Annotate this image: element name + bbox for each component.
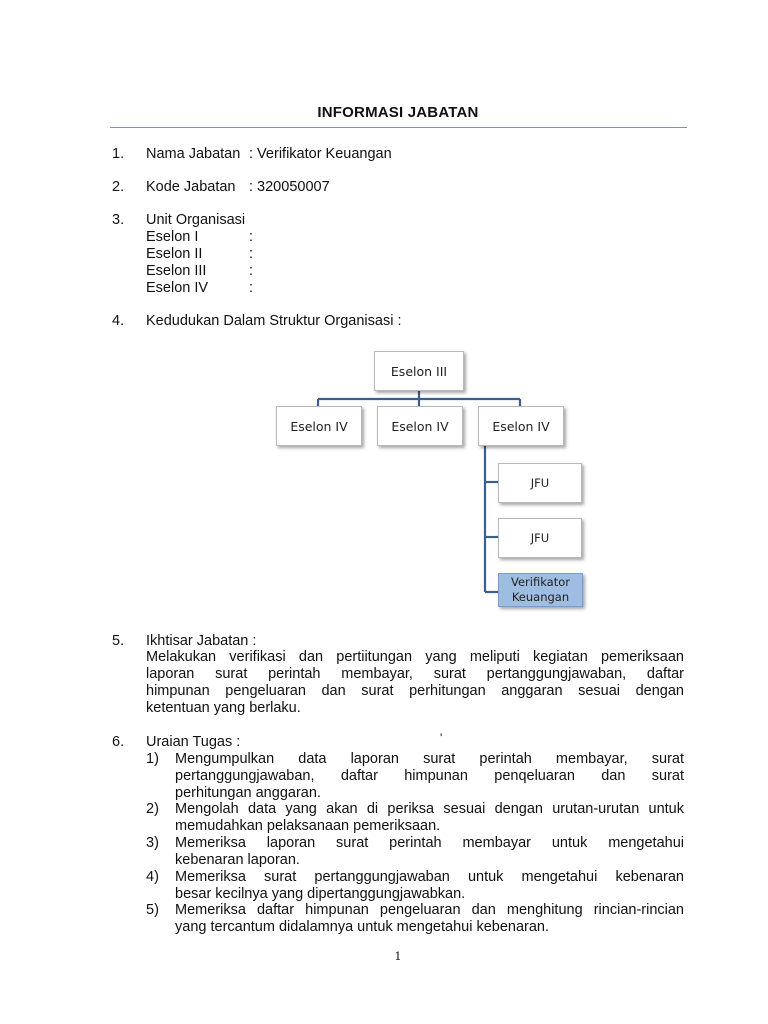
ikhtisar-line-4: ketentuan yang berlaku. (146, 700, 301, 716)
task-3-number: 3) (146, 835, 159, 851)
task-5-line-1: Memeriksa daftar himpunan pengeluaran dan menghitung rincian-rincian (175, 902, 684, 918)
item-5-label: Ikhtisar Jabatan : (146, 633, 257, 649)
task-5-line-2: yang tercantum didalamnya untuk mengetahui kebenaran. (175, 919, 550, 935)
task-1-number: 1) (146, 751, 159, 767)
task-4-line-1: Memeriksa surat pertanggungjawaban untuk mengetahui kebenaran (175, 869, 684, 885)
ikhtisar-line-2: laporan surat perintah membayar, surat pertanggungjawaban, daftar (146, 666, 684, 682)
eselon-4-colon: : (249, 280, 254, 296)
eselon-4-label: Eselon IV (146, 280, 209, 296)
task-2-line-1: Mengolah data yang akan di periksa sesuai dengan urutan-urutan untuk (175, 801, 684, 817)
org-box-jfu-2: JFU (498, 518, 582, 558)
item-1-number: 1. (112, 146, 125, 162)
task-3-line-1: Memeriksa laporan surat perintah membayar untuk mengetahui (175, 835, 684, 851)
item-6-label: Uraian Tugas : (146, 734, 241, 750)
task-3-line-2: kebenaran laporan. (175, 852, 300, 868)
item-2-number: 2. (112, 179, 125, 195)
org-box-eselon-iii: Eselon III (374, 351, 464, 391)
ikhtisar-line-1: Melakukan verifikasi dan pertiitungan yang meliputi kegiatan pemeriksaan (146, 649, 684, 665)
org-box-eselon-iv-2: Eselon IV (377, 406, 463, 446)
ikhtisar-line-3: himpunan pengeluaran dan surat perhitungan anggaran sesuai dengan (146, 683, 684, 699)
item-6-number: 6. (112, 734, 125, 750)
task-4-number: 4) (146, 869, 159, 885)
task-1-line-1: Mengumpulkan data laporan surat perintah membayar, surat (175, 751, 684, 767)
task-2-number: 2) (146, 801, 159, 817)
item-3-number: 3. (112, 212, 125, 228)
org-box-eselon-iv-3: Eselon IV (478, 406, 564, 446)
task-2-line-2: memudahkan pelaksanaan pemeriksaan. (175, 818, 441, 834)
task-5-number: 5) (146, 902, 159, 918)
item-2-label: Kode Jabatan (146, 179, 236, 195)
task-1-line-2: pertanggungjawaban, daftar himpunan penqeluaran dan surat (175, 768, 684, 784)
page-number: 1 (394, 950, 402, 963)
item-1-label: Nama Jabatan (146, 146, 241, 162)
eselon-3-colon: : (249, 263, 254, 279)
eselon-2-label: Eselon II (146, 246, 203, 262)
item-2-value: : 320050007 (249, 179, 330, 195)
document-title: INFORMASI JABATAN (317, 104, 479, 121)
item-1-value: : Verifikator Keuangan (249, 146, 392, 162)
task-1-line-3: perhitungan anggaran. (175, 785, 321, 801)
org-box-jfu-1: JFU (498, 463, 582, 503)
item-4-number: 4. (112, 313, 125, 329)
task-4-line-2: besar kecilnya yang dipertanggungjawabkan. (175, 886, 466, 902)
item-5-number: 5. (112, 633, 125, 649)
eselon-1-label: Eselon I (146, 229, 199, 245)
eselon-1-colon: : (249, 229, 254, 245)
item-4-label: Kedudukan Dalam Struktur Organisasi : (146, 313, 402, 329)
org-box-verifikator-keuangan: Verifikator Keuangan (498, 573, 583, 607)
stray-mark: ' (440, 731, 443, 745)
item-3-label: Unit Organisasi (146, 212, 246, 228)
eselon-3-label: Eselon III (146, 263, 207, 279)
eselon-2-colon: : (249, 246, 254, 262)
org-box-eselon-iv-1: Eselon IV (276, 406, 362, 446)
